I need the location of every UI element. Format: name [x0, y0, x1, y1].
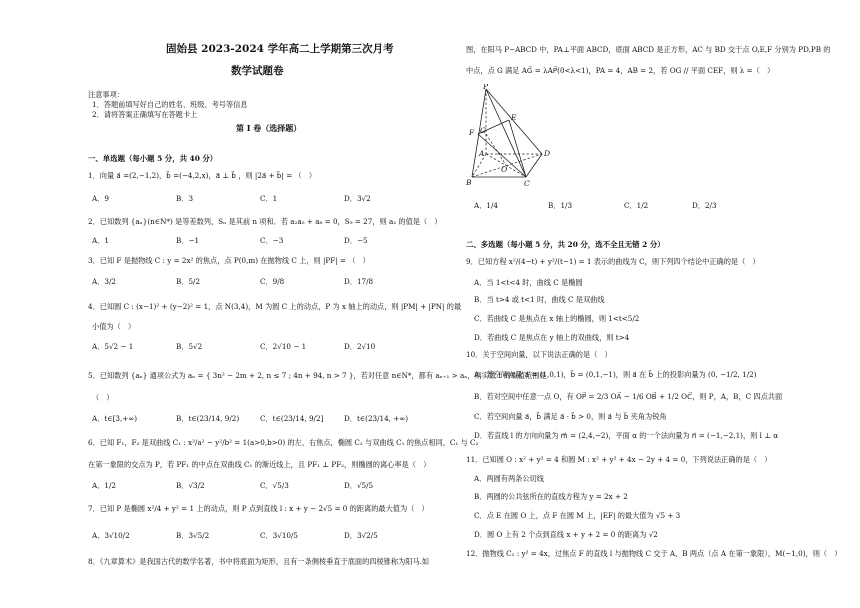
- q3-option-c[interactable]: C．9/8: [260, 277, 285, 286]
- question-1-stem: 1．向量 a⃗ =(2,−1,2)，b⃗ =(−4,2,x)，a⃗ ⊥ b⃗ ，则 |2a⃗ + b⃗| = （ ）: [88, 171, 317, 180]
- q9-option-d[interactable]: D．若曲线 C 是焦点在 y 轴上的双曲线，则 t>4: [474, 333, 630, 342]
- q6-option-d[interactable]: D．√5/5: [344, 481, 374, 490]
- q5-option-a[interactable]: A．t∈[3,+∞): [92, 414, 138, 423]
- question-4-stem: 4．已知圆 C : (x−1)² + (y−2)² = 1，点 N(3,4)，M 为圆 C 上的动点，P 为 x 轴上的动点，则 |PM| + |PN| 的最: [88, 302, 462, 311]
- exam-subtitle: 数学试题卷: [231, 65, 284, 77]
- label-o: O: [501, 165, 508, 174]
- pyramid-figure: [466, 84, 566, 188]
- label-e: E: [511, 113, 517, 122]
- question-10-stem: 10．关于空间向量，以下说法正确的是（ ）: [466, 350, 612, 359]
- right-column: [466, 0, 842, 608]
- label-c: C: [524, 179, 530, 188]
- note-item: 2．请将答案正确填写在答题卡上: [92, 110, 198, 119]
- q3-option-b[interactable]: B．5/2: [176, 277, 201, 286]
- q5-option-b[interactable]: B．t∈(23/14, 9/2): [176, 414, 240, 423]
- question-8-stem: 8．《九章算术》是我国古代的数学名著，书中将底面为矩形，且有一条侧棱垂直于底面的四棱锥称为阳马.如: [88, 557, 430, 566]
- q2-option-a[interactable]: A．1: [92, 236, 109, 245]
- question-8-stem-cont: 图，在阳马 P−ABCD 中，PA⊥平面 ABCD，底面 ABCD 是正方形，AC 与 BD 交于点 O,E,F 分别为 PD,PB 的: [466, 45, 831, 54]
- q1-option-a[interactable]: A．9: [92, 194, 109, 203]
- q9-option-c[interactable]: C．若曲线 C 是焦点在 x 轴上的椭圆，则 1<t<5/2: [474, 314, 640, 323]
- label-f: F: [469, 128, 475, 137]
- q2-option-b[interactable]: B．−1: [176, 236, 200, 245]
- question-6-stem: 6．已知 F₁，F₂ 是双曲线 C₁ : x²/a² − y²/b² = 1(a>0,b>0) 的左、右焦点，椭圆 C₂ 与双曲线 C₁ 的焦点相同，C₁ 与 C₂: [88, 438, 479, 447]
- q7-option-b[interactable]: B．3√5/2: [176, 531, 210, 540]
- q7-option-d[interactable]: D．3√2/5: [344, 531, 378, 540]
- question-7-stem: 7．已知 P 是椭圆 x²/4 + y² = 1 上的动点，则 P 点到直线 l : x + y − 2√5 = 0 的距离的最大值为（ ）: [88, 504, 429, 513]
- q8-option-b[interactable]: B．1/3: [548, 201, 573, 210]
- label-a: A: [479, 149, 485, 158]
- question-3-stem: 3．已知 F 是抛物线 C : y = 2x² 的焦点，点 P(0,m) 在抛物线 C 上，则 |PF| = （ ）: [88, 256, 370, 265]
- q9-option-a[interactable]: A．当 1<t<4 时，曲线 C 是椭圆: [474, 278, 583, 287]
- q3-option-a[interactable]: A．3/2: [92, 277, 116, 286]
- q8-option-d[interactable]: D．2/3: [692, 201, 717, 210]
- label-p: P: [483, 84, 489, 91]
- notes-heading: 注意事项：: [88, 90, 124, 99]
- q1-option-b[interactable]: B．3: [176, 194, 194, 203]
- question-12-stem: 12．抛物线 C₁ : y² = 4x，过焦点 F 的直线 l 与抛物线 C 交于 A，B 两点（点 A 在第一象限），M(−1,0)，则（ ）: [466, 549, 842, 558]
- q11-option-a[interactable]: A．两圆有两条公切线: [474, 474, 544, 483]
- q6-option-a[interactable]: A．1/2: [92, 481, 116, 490]
- part-heading: 第 I 卷（选择题）: [236, 123, 302, 133]
- edge-pc: [486, 89, 526, 177]
- exam-title: 固始县 2023-2024 学年高二上学期第三次月考: [166, 43, 394, 55]
- q10-option-a[interactable]: A．若空间向量 a⃗ = (1,0,1)，b⃗ = (0,1,−1)，则 a⃗ 在 b⃗ 上的投影向量为 (0, −1/2, 1/2): [474, 370, 757, 379]
- label-g: G: [480, 126, 486, 135]
- q9-option-b[interactable]: B．当 t>4 或 t<1 时，曲线 C 是双曲线: [474, 295, 605, 304]
- q2-option-c[interactable]: C．−3: [260, 236, 284, 245]
- edge-cd: [526, 154, 542, 177]
- question-5-stem: 5．已知数列 {aₙ} 通项公式为 aₙ = { 3n² − 2m + 2, n ≤ 7 ; 4n + 94, n > 7 }，若对任意 n∈N*，都有 aₙ₊₁ > aₙ，则实数 t 的取值范围是: [88, 371, 547, 380]
- q5-option-c[interactable]: C．t∈(23/14, 9/2]: [260, 414, 324, 423]
- q11-option-c[interactable]: C．点 E 在圆 O 上，点 F 在圆 M 上，|EF| 的最大值为 √5 + 3: [474, 511, 681, 520]
- q2-option-d[interactable]: D．−5: [344, 236, 368, 245]
- label-b: B: [466, 178, 472, 187]
- label-d: D: [544, 149, 551, 158]
- edge-go: [486, 134, 506, 165]
- q8-option-a[interactable]: A．1/4: [474, 201, 498, 210]
- q10-option-d[interactable]: D．若直线 l 的方向向量为 m⃗ = (2,4,−2)，平面 α 的一个法向量为 n⃗ = (−1,−2,1)，则 l ⊥ α: [474, 431, 779, 440]
- q3-option-d[interactable]: D．17/8: [344, 277, 374, 286]
- question-8-stem-cont-2: 中点，点 G 满足 AG⃗ = λAP⃗(0<λ<1)，PA = 4，AB = 2，若 OG // 平面 CEF，则 λ =（ ）: [466, 66, 775, 75]
- q10-option-c[interactable]: C．若空间向量 a⃗，b⃗ 满足 a⃗ · b⃗ > 0，则 a⃗ 与 b⃗ 夹角为锐角: [474, 412, 667, 421]
- question-6-stem-cont: 在第一象限的交点为 P，若 PF₁ 的中点在双曲线 C₁ 的渐近线上，且 PF₁ ⊥ PF₂，则椭圆的离心率是（ ）: [88, 460, 431, 469]
- q4-option-d[interactable]: D．2√10: [344, 342, 376, 351]
- q11-option-d[interactable]: D．圆 O 上有 2 个点到直线 x + y + 2 = 0 的距离为 √2: [474, 530, 658, 539]
- note-item: 1．答题前填写好自己的姓名、班级、考号等信息: [92, 100, 248, 109]
- question-11-stem: 11．已知圆 O : x² + y² = 4 和圆 M : x² + y² + 4x − 2y + 4 = 0，下列说法正确的是（ ）: [466, 455, 772, 464]
- q4-option-c[interactable]: C．2√10 − 1: [260, 342, 307, 351]
- question-4-stem-cont: 小值为（ ）: [92, 322, 136, 331]
- q10-option-b[interactable]: B．若对空间中任意一点 O，有 OP⃗ = 2/3 OA⃗ − 1/6 OB⃗ + 1/2 OC⃗，则 P，A，B，C 四点共面: [474, 392, 783, 401]
- q4-option-a[interactable]: A．5√2 − 1: [92, 342, 134, 351]
- q7-option-c[interactable]: C．3√10/5: [260, 531, 298, 540]
- q8-option-c[interactable]: C．1/2: [624, 201, 649, 210]
- section-heading-2: 二、多选题（每小题 5 分，共 20 分，选不全且无错 2 分）: [466, 240, 665, 249]
- q6-option-b[interactable]: B．√3/2: [176, 481, 205, 490]
- question-9-stem: 9．已知方程 x²/(4−t) + y²/(t−1) = 1 表示的曲线为 C，则下列四个结论中正确的是（ ）: [466, 257, 760, 266]
- q1-option-d[interactable]: D．3√2: [344, 194, 371, 203]
- q6-option-c[interactable]: C．√5/3: [260, 481, 289, 490]
- q7-option-a[interactable]: A．3√10/2: [92, 531, 130, 540]
- q5-option-d[interactable]: D．t∈(23/14, +∞): [344, 414, 409, 423]
- section-heading: 一、单选题（每小题 5 分，共 40 分）: [88, 154, 218, 163]
- question-2-stem: 2．已知数列 {aₙ}(n∈N*) 是等差数列，Sₙ 是其前 n 项和．若 a₂a₅ + a₈ = 0，S₉ = 27，则 a₂ 的值是（ ）: [88, 217, 442, 226]
- q4-option-b[interactable]: B．5√2: [176, 342, 203, 351]
- q1-option-c[interactable]: C．1: [260, 194, 278, 203]
- q11-option-b[interactable]: B．两圆的公共弦所在的直线方程为 y = 2x + 2: [474, 492, 628, 501]
- question-5-stem-cont: （ ）: [92, 393, 114, 402]
